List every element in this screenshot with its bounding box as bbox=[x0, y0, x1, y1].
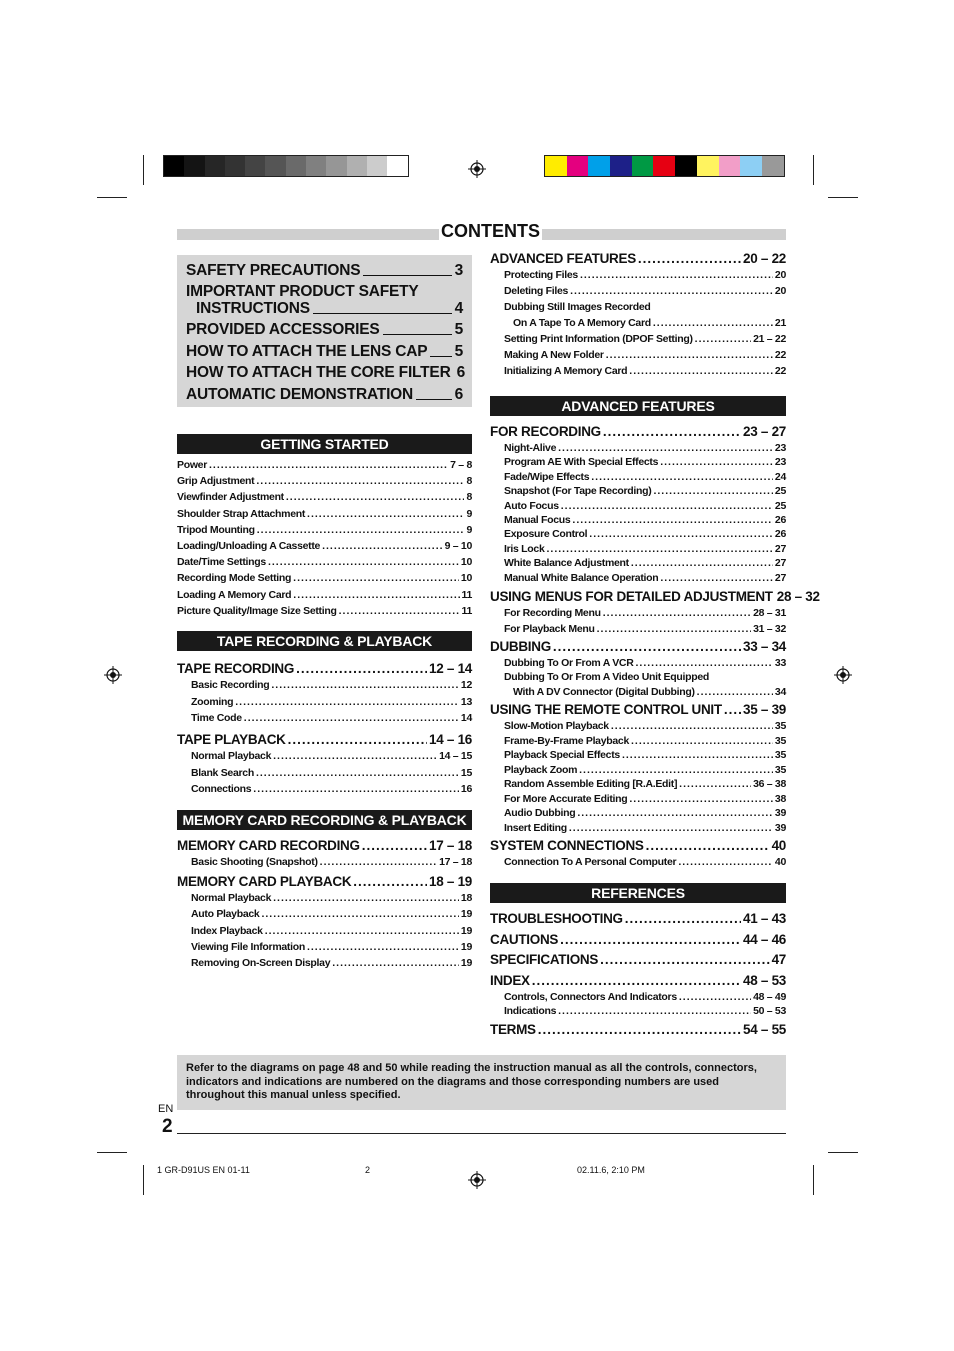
note-box bbox=[177, 1055, 786, 1110]
toc-item-title: Playback Zoom bbox=[504, 763, 578, 776]
toc-item-page: 36 – 38 bbox=[753, 778, 786, 790]
toc-item-page: 9 bbox=[466, 507, 472, 520]
toc-item-page: 14 bbox=[460, 712, 472, 724]
toc-heading bbox=[490, 911, 786, 926]
title-bar bbox=[177, 221, 786, 241]
toc-item bbox=[504, 500, 786, 512]
language-label: EN bbox=[158, 1103, 174, 1115]
toc-item-page: 38 bbox=[774, 792, 786, 805]
registration-mark-icon bbox=[104, 666, 122, 684]
color-swatch bbox=[740, 156, 762, 176]
toc-item-title: Exposure Control bbox=[504, 528, 588, 541]
toc-item-title: Time Code bbox=[191, 712, 242, 724]
toc-heading bbox=[177, 732, 472, 747]
note-text: Refer to the diagrams on page 48 and 50 while reading the instruction manual as all the controls, connectors, indicators and indications are numbered on the diagrams and those corresponding numbers are used throughout this manual unless specified. bbox=[186, 1062, 757, 1101]
toc-item bbox=[504, 607, 786, 619]
toc-item bbox=[191, 892, 472, 904]
toc-item-title: Deleting Files bbox=[504, 285, 569, 297]
toc-item bbox=[504, 657, 786, 669]
toc-item-title: TROUBLESHOOTING bbox=[490, 911, 623, 926]
toc-item-page: 23 – 27 bbox=[743, 424, 786, 439]
color-strip bbox=[544, 155, 785, 177]
toc-item-title: USING THE REMOTE CONTROL UNIT bbox=[490, 702, 722, 717]
toc-item-title: TERMS bbox=[490, 1022, 536, 1037]
toc-item-title: Power bbox=[177, 459, 208, 471]
toc-item-page: 27 bbox=[774, 557, 786, 570]
toc-item bbox=[177, 589, 472, 601]
color-swatch bbox=[326, 156, 346, 176]
toc-item bbox=[504, 1005, 786, 1017]
toc-item-page: 48 – 53 bbox=[743, 973, 786, 988]
toc-item bbox=[504, 269, 786, 281]
toc-item-page: 20 bbox=[774, 285, 786, 297]
section-band: GETTING STARTED bbox=[177, 434, 472, 454]
toc-item-page: 11 bbox=[461, 588, 472, 601]
toc-item bbox=[177, 524, 472, 536]
toc-item bbox=[191, 856, 472, 868]
toc-item-title: Insert Editing bbox=[504, 821, 567, 834]
toc-item-title: Blank Search bbox=[191, 766, 254, 779]
toc-item bbox=[191, 783, 472, 795]
color-swatch bbox=[588, 156, 610, 176]
toc-item-title: Manual White Balance Operation bbox=[504, 571, 659, 584]
crop-mark bbox=[828, 197, 858, 198]
toc-item-title: On A Tape To A Memory Card bbox=[513, 317, 651, 329]
color-swatch bbox=[567, 156, 589, 176]
crop-mark bbox=[813, 1165, 814, 1195]
toc-item-page: 24 bbox=[774, 470, 786, 483]
toc-item bbox=[177, 508, 472, 520]
toc-item-page: 19 bbox=[460, 924, 472, 937]
crop-mark bbox=[97, 197, 127, 198]
safety-row: SAFETY PRECAUTIONS 3 bbox=[186, 262, 463, 279]
color-swatch bbox=[675, 156, 697, 176]
toc-item-title: Night-Alive bbox=[504, 442, 557, 454]
toc-item-page: 41 – 43 bbox=[743, 911, 786, 926]
toc-item-page: 9 bbox=[466, 523, 472, 536]
toc-item-title: Viewfinder Adjustment bbox=[177, 491, 284, 504]
color-swatch bbox=[184, 156, 204, 176]
toc-item bbox=[504, 764, 786, 776]
toc-item-page: 14 – 15 bbox=[439, 750, 472, 762]
toc-item bbox=[191, 941, 472, 953]
safety-row: INSTRUCTIONS 4 bbox=[196, 300, 463, 317]
color-swatch bbox=[225, 156, 245, 176]
toc-item-title: Audio Dubbing bbox=[504, 807, 576, 819]
toc-item-page: 12 bbox=[460, 679, 472, 691]
toc-item bbox=[504, 333, 786, 345]
toc-item bbox=[504, 572, 786, 584]
toc-item-page: 54 – 55 bbox=[743, 1022, 786, 1037]
color-swatch bbox=[545, 156, 567, 176]
toc-item bbox=[504, 349, 786, 361]
toc-item-title: USING MENUS FOR DETAILED ADJUSTMENT bbox=[490, 589, 773, 604]
section-band: REFERENCES bbox=[490, 883, 786, 903]
toc-item bbox=[177, 491, 472, 503]
toc-item-page: 27 bbox=[774, 542, 786, 555]
toc-item bbox=[191, 712, 472, 724]
toc-item-title: Manual Focus bbox=[504, 514, 571, 526]
toc-heading bbox=[490, 251, 786, 266]
footer-date: 02.11.6, 2:10 PM bbox=[577, 1165, 645, 1175]
toc-item-title: With A DV Connector (Digital Dubbing) bbox=[513, 685, 695, 698]
toc-item-title: Tripod Mounting bbox=[177, 523, 255, 536]
color-swatch bbox=[164, 156, 184, 176]
toc-item-page: 39 bbox=[774, 807, 786, 819]
toc-heading bbox=[490, 424, 786, 439]
safety-row: HOW TO ATTACH THE LENS CAP 5 bbox=[186, 343, 463, 360]
toc-item bbox=[177, 475, 472, 487]
toc-item bbox=[504, 543, 786, 555]
toc-item bbox=[504, 285, 786, 297]
toc-item bbox=[504, 671, 786, 683]
toc-item-page: 40 bbox=[771, 838, 786, 853]
page-number: 2 bbox=[162, 1116, 173, 1137]
color-swatch bbox=[367, 156, 387, 176]
crop-mark bbox=[143, 155, 144, 185]
toc-item-page: 50 – 53 bbox=[753, 1005, 786, 1017]
toc-item-page: 34 bbox=[774, 685, 786, 698]
toc-item-page: 8 bbox=[466, 475, 472, 488]
color-swatch bbox=[632, 156, 654, 176]
section-band: MEMORY CARD RECORDING & PLAYBACK bbox=[177, 810, 472, 830]
toc-item-title: FOR RECORDING bbox=[490, 424, 601, 439]
color-swatch bbox=[245, 156, 265, 176]
toc-item-title: Zooming bbox=[191, 695, 234, 708]
toc-item-page: 15 bbox=[460, 766, 472, 779]
safety-row: PROVIDED ACCESSORIES 5 bbox=[186, 321, 463, 338]
toc-item-page: 23 bbox=[774, 442, 786, 454]
toc-item-title: Indications bbox=[504, 1005, 557, 1017]
toc-item-title: SYSTEM CONNECTIONS bbox=[490, 838, 644, 853]
toc-item bbox=[191, 767, 472, 779]
footer-rule bbox=[177, 1133, 786, 1134]
toc-item-title: MEMORY CARD PLAYBACK bbox=[177, 874, 352, 889]
toc-item-title: TAPE PLAYBACK bbox=[177, 732, 286, 747]
crop-mark bbox=[828, 1152, 858, 1153]
toc-item-title: Iris Lock bbox=[504, 542, 545, 555]
toc-item-title: Picture Quality/Image Size Setting bbox=[177, 604, 337, 617]
toc-item bbox=[504, 822, 786, 834]
toc-item-title: For More Accurate Editing bbox=[504, 792, 628, 805]
toc-heading bbox=[490, 1022, 786, 1037]
toc-item-title: Shoulder Strap Attachment bbox=[177, 507, 306, 520]
toc-item bbox=[191, 679, 472, 691]
toc-item bbox=[191, 750, 472, 762]
toc-item-title: Auto Playback bbox=[191, 908, 260, 921]
toc-item-title: Connection To A Personal Computer bbox=[504, 856, 677, 868]
color-swatch bbox=[205, 156, 225, 176]
toc-item-title: Frame-By-Frame Playback bbox=[504, 734, 629, 747]
toc-item-page: 25 bbox=[774, 499, 786, 512]
color-swatch bbox=[610, 156, 632, 176]
toc-item-title: For Recording Menu bbox=[504, 607, 601, 619]
toc-item-page: 40 bbox=[774, 856, 786, 868]
toc-item-page: 22 bbox=[774, 365, 786, 377]
toc-item-page: 10 bbox=[460, 572, 472, 585]
toc-item-title: Initializing A Memory Card bbox=[504, 365, 628, 377]
toc-item-page: 20 bbox=[774, 269, 786, 281]
toc-item bbox=[504, 442, 786, 454]
toc-item-title: Basic Recording bbox=[191, 679, 270, 691]
registration-mark-icon bbox=[834, 666, 852, 684]
safety-row: AUTOMATIC DEMONSTRATION 6 bbox=[186, 386, 463, 403]
safety-box bbox=[177, 255, 472, 407]
color-swatch bbox=[719, 156, 741, 176]
toc-item-title: Recording Mode Setting bbox=[177, 572, 292, 585]
color-swatch bbox=[387, 156, 407, 176]
toc-item-page: 25 bbox=[774, 485, 786, 498]
toc-item-page: 12 – 14 bbox=[429, 661, 472, 676]
toc-item-title: TAPE RECORDING bbox=[177, 661, 295, 676]
toc-item-title: Program AE With Special Effects bbox=[504, 456, 659, 469]
footer-page: 2 bbox=[365, 1165, 371, 1175]
toc-item-page: 22 bbox=[774, 349, 786, 361]
toc-item-title: Loading/Unloading A Cassette bbox=[177, 540, 321, 552]
toc-item bbox=[504, 778, 786, 790]
toc-item-title: CAUTIONS bbox=[490, 932, 559, 947]
crop-mark bbox=[143, 1165, 144, 1195]
toc-item-title: Controls, Connectors And Indicators bbox=[504, 991, 677, 1003]
toc-item bbox=[177, 459, 472, 471]
toc-item bbox=[191, 925, 472, 937]
toc-item-title: Loading A Memory Card bbox=[177, 588, 292, 601]
toc-item-page: 17 – 18 bbox=[439, 856, 472, 868]
toc-item-page: 48 – 49 bbox=[753, 991, 786, 1003]
toc-item-page: 9 – 10 bbox=[444, 540, 472, 552]
toc-item-title: For Playback Menu bbox=[504, 622, 595, 635]
toc-item-title: Normal Playback bbox=[191, 892, 272, 904]
safety-row: IMPORTANT PRODUCT SAFETY bbox=[186, 283, 419, 300]
toc-item-page: 35 bbox=[774, 734, 786, 747]
toc-item bbox=[177, 605, 472, 617]
toc-item-page: 31 – 32 bbox=[753, 622, 786, 635]
toc-item-page: 35 – 39 bbox=[743, 702, 786, 717]
toc-item bbox=[504, 514, 786, 526]
toc-item bbox=[191, 908, 472, 920]
toc-heading bbox=[490, 973, 786, 988]
toc-item-title: Random Assemble Editing [R.A.Edit] bbox=[504, 778, 678, 790]
toc-item-title: Connections bbox=[191, 783, 252, 795]
color-swatch bbox=[306, 156, 326, 176]
toc-item-page: 27 bbox=[774, 571, 786, 584]
toc-item-title: Auto Focus bbox=[504, 499, 559, 512]
toc-item bbox=[504, 485, 786, 497]
toc-item-page: 11 bbox=[461, 604, 472, 617]
toc-item bbox=[191, 957, 472, 969]
toc-item-page: 20 – 22 bbox=[743, 251, 786, 266]
toc-item bbox=[177, 540, 472, 552]
toc-item-page: 16 bbox=[460, 783, 472, 795]
toc-item bbox=[504, 456, 786, 468]
toc-heading bbox=[490, 952, 786, 967]
toc-item-page: 26 bbox=[774, 514, 786, 526]
toc-item-title: MEMORY CARD RECORDING bbox=[177, 838, 360, 853]
toc-item bbox=[504, 365, 786, 377]
toc-item bbox=[504, 528, 786, 540]
toc-item bbox=[504, 557, 786, 569]
toc-item-page: 35 bbox=[774, 763, 786, 776]
toc-item-title: Index Playback bbox=[191, 924, 263, 937]
toc-item bbox=[504, 471, 786, 483]
toc-item-page: 19 bbox=[460, 957, 472, 970]
footer-file: 1 GR-D91US EN 01-11 bbox=[157, 1165, 250, 1175]
toc-heading bbox=[490, 639, 786, 654]
toc-item-page: 23 bbox=[774, 456, 786, 469]
color-swatch bbox=[347, 156, 367, 176]
toc-item-page: 28 – 32 bbox=[776, 589, 820, 604]
toc-item-title: Removing On-Screen Display bbox=[191, 957, 331, 970]
color-swatch bbox=[265, 156, 285, 176]
toc-item bbox=[504, 301, 786, 313]
registration-mark-icon bbox=[468, 1171, 486, 1189]
grayscale-strip bbox=[163, 155, 409, 177]
toc-item-page: 14 – 16 bbox=[429, 732, 472, 747]
toc-heading bbox=[177, 838, 472, 853]
toc-heading bbox=[490, 838, 786, 853]
section-band: ADVANCED FEATURES bbox=[490, 396, 786, 416]
toc-item-page: 44 – 46 bbox=[743, 932, 786, 947]
toc-item-page: 35 bbox=[774, 749, 786, 761]
toc-item-page: 18 bbox=[460, 892, 472, 904]
toc-heading bbox=[177, 874, 472, 889]
color-swatch bbox=[762, 156, 784, 176]
toc-item-page: 21 bbox=[774, 317, 786, 329]
toc-item bbox=[504, 735, 786, 747]
toc-item-page: 35 bbox=[774, 720, 786, 732]
toc-item-page: 7 – 8 bbox=[450, 459, 472, 471]
toc-item-title: Fade/Wipe Effects bbox=[504, 470, 590, 483]
toc-item bbox=[177, 572, 472, 584]
toc-item-title: Viewing File Information bbox=[191, 940, 305, 953]
toc-item-page: 33 bbox=[774, 657, 786, 669]
toc-item-page: 26 bbox=[774, 528, 786, 541]
color-swatch bbox=[286, 156, 306, 176]
toc-item-page: 17 – 18 bbox=[429, 838, 472, 853]
toc-item-title: Dubbing To Or From A Video Unit Equipped bbox=[504, 671, 709, 684]
toc-item-title: ADVANCED FEATURES bbox=[490, 251, 636, 266]
toc-item bbox=[177, 556, 472, 568]
toc-item-page: 10 bbox=[460, 556, 472, 569]
toc-item bbox=[513, 317, 786, 329]
toc-item bbox=[513, 686, 786, 698]
toc-item-page: 19 bbox=[460, 940, 472, 953]
toc-item-title: SPECIFICATIONS bbox=[490, 952, 599, 967]
section-band: TAPE RECORDING & PLAYBACK bbox=[177, 631, 472, 651]
toc-item-page: 21 – 22 bbox=[753, 333, 786, 345]
toc-item bbox=[504, 720, 786, 732]
toc-item bbox=[504, 749, 786, 761]
toc-item-title: Setting Print Information (DPOF Setting) bbox=[504, 333, 693, 345]
toc-item-title: DUBBING bbox=[490, 639, 551, 654]
crop-mark bbox=[813, 155, 814, 185]
toc-item bbox=[504, 856, 786, 868]
safety-row: HOW TO ATTACH THE CORE FILTER 6 bbox=[186, 364, 465, 381]
toc-item-page: 28 – 31 bbox=[753, 607, 786, 619]
toc-item-title: Dubbing Still Images Recorded bbox=[504, 301, 651, 313]
toc-item-title: Grip Adjustment bbox=[177, 475, 255, 488]
toc-item-title: INDEX bbox=[490, 973, 530, 988]
color-swatch bbox=[697, 156, 719, 176]
toc-item-title: Playback Special Effects bbox=[504, 749, 620, 761]
toc-item-page: 39 bbox=[774, 821, 786, 834]
toc-item-title: Basic Shooting (Snapshot) bbox=[191, 856, 318, 868]
toc-item-page: 19 bbox=[460, 908, 472, 921]
toc-heading bbox=[177, 661, 472, 676]
toc-item-title: Normal Playback bbox=[191, 750, 272, 762]
page-title: CONTENTS bbox=[441, 221, 540, 241]
toc-item-page: 33 – 34 bbox=[743, 639, 786, 654]
toc-item-title: Protecting Files bbox=[504, 269, 578, 281]
toc-item-title: Snapshot (For Tape Recording) bbox=[504, 485, 652, 498]
toc-item-title: Dubbing To Or From A VCR bbox=[504, 657, 634, 669]
toc-item bbox=[504, 991, 786, 1003]
toc-heading bbox=[490, 932, 786, 947]
toc-heading bbox=[490, 589, 820, 604]
crop-mark bbox=[97, 1152, 127, 1153]
toc-item-page: 18 – 19 bbox=[429, 874, 472, 889]
toc-item-page: 13 bbox=[460, 695, 472, 708]
toc-item-title: Slow-Motion Playback bbox=[504, 720, 609, 732]
color-swatch bbox=[653, 156, 675, 176]
toc-item bbox=[504, 807, 786, 819]
toc-item-title: White Balance Adjustment bbox=[504, 557, 629, 570]
toc-item-title: Date/Time Settings bbox=[177, 556, 266, 569]
toc-item-page: 8 bbox=[466, 491, 472, 504]
registration-mark-icon bbox=[468, 160, 486, 178]
toc-heading bbox=[490, 702, 786, 717]
toc-item bbox=[191, 696, 472, 708]
toc-item bbox=[504, 793, 786, 805]
toc-item-page: 47 bbox=[771, 952, 786, 967]
toc-item-title: Making A New Folder bbox=[504, 349, 604, 361]
toc-item bbox=[504, 623, 786, 635]
